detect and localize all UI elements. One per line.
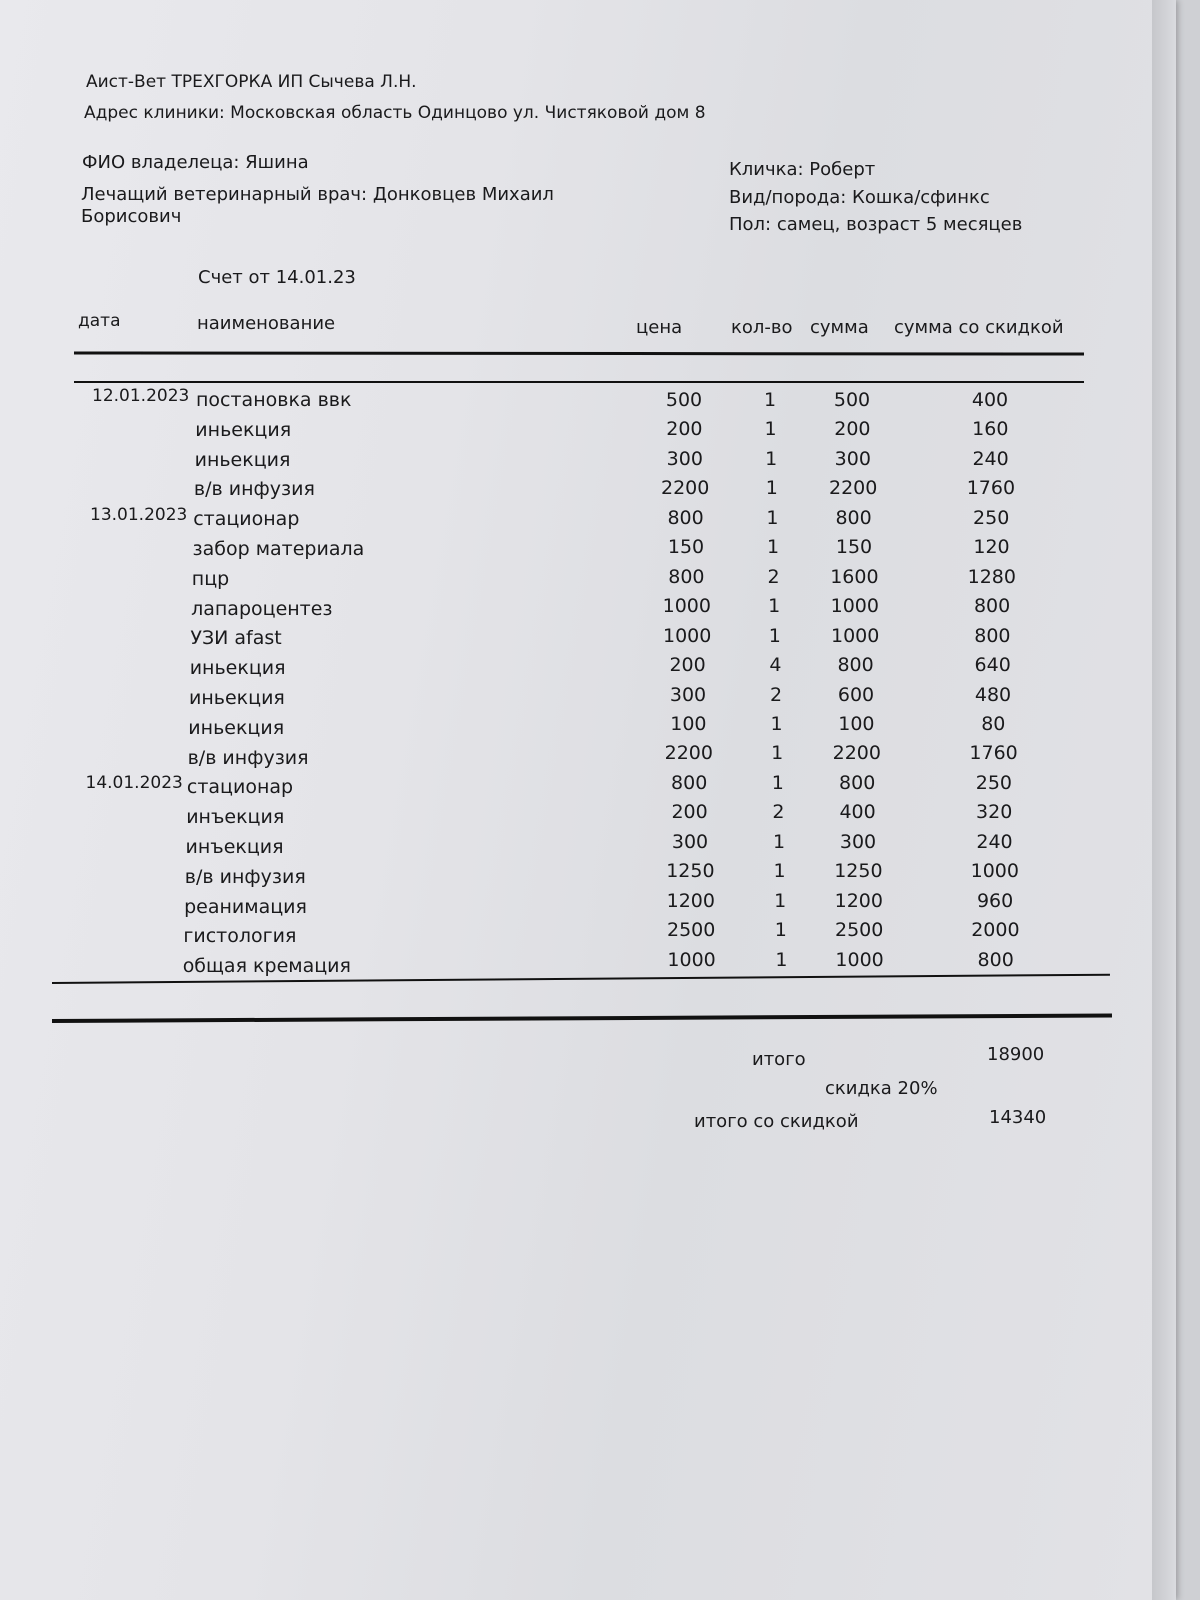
row-name: реанимация <box>184 895 307 918</box>
row-name: иньекция <box>188 716 285 739</box>
row-price: 1250 <box>666 860 715 883</box>
row-discounted: 120 <box>973 536 1010 559</box>
row-name: пцр <box>191 567 230 590</box>
row-discounted: 80 <box>981 712 1006 735</box>
row-price: 1000 <box>662 595 711 618</box>
row-name: в/в инфузия <box>193 478 315 501</box>
row-sum: 150 <box>835 536 873 559</box>
row-price: 800 <box>671 771 708 794</box>
row-discounted: 2000 <box>971 919 1020 942</box>
row-sum: 1000 <box>830 595 879 618</box>
row-sum: 300 <box>834 447 871 470</box>
row-name: общая кремация <box>182 955 351 978</box>
row-sum: 800 <box>839 771 876 794</box>
row-sum: 2500 <box>835 919 884 942</box>
row-price: 2500 <box>667 919 716 942</box>
col-discounted: сумма со скидкой <box>894 317 1064 338</box>
row-discounted: 250 <box>973 506 1010 529</box>
row-qty: 1 <box>770 712 783 735</box>
row-discounted: 400 <box>971 389 1009 411</box>
row-discounted: 320 <box>976 801 1013 824</box>
row-price: 300 <box>669 683 707 706</box>
row-price: 2200 <box>664 742 713 765</box>
discount-label: скидка 20% <box>825 1078 938 1099</box>
row-name: иньекция <box>189 687 285 709</box>
row-sum: 800 <box>837 654 874 677</box>
col-qty: кол-во <box>731 317 793 338</box>
row-sum: 800 <box>835 506 872 529</box>
row-qty: 1 <box>775 948 788 971</box>
col-date: дата <box>78 311 121 331</box>
row-name: постановка ввк <box>196 389 352 411</box>
row-price: 800 <box>668 565 705 588</box>
row-sum: 100 <box>838 712 875 735</box>
row-discounted: 480 <box>974 683 1012 706</box>
row-price: 1000 <box>663 624 712 647</box>
paper-edge <box>1152 0 1176 1600</box>
clinic-name: Аист-Вет ТРЕХГОРКА ИП Сычева Л.Н. <box>86 72 417 92</box>
col-sum: сумма <box>810 317 869 338</box>
row-name: инъекция <box>186 806 285 829</box>
row-discounted: 1760 <box>969 742 1018 765</box>
row-price: 2200 <box>661 477 710 500</box>
row-sum: 600 <box>837 683 875 706</box>
row-name: в/в инфузия <box>184 865 306 888</box>
row-sum: 500 <box>833 389 871 411</box>
row-qty: 1 <box>771 771 784 794</box>
row-discounted: 1000 <box>970 860 1019 883</box>
row-sum: 300 <box>839 830 877 853</box>
row-name: иньекция <box>189 657 286 680</box>
row-discounted: 1760 <box>966 477 1016 500</box>
row-date: 13.01.2023 <box>90 505 188 526</box>
row-date: 12.01.2023 <box>92 386 190 406</box>
row-qty: 2 <box>767 565 780 588</box>
row-name: иньекция <box>194 448 291 471</box>
row-qty: 1 <box>772 830 786 853</box>
row-price: 100 <box>670 712 707 735</box>
owner-name: ФИО владелеца: Яшина <box>82 152 309 173</box>
discounted-total-value: 14340 <box>989 1107 1047 1128</box>
row-sum: 1000 <box>835 948 884 971</box>
row-discounted: 800 <box>973 595 1011 618</box>
row-qty: 1 <box>765 477 778 500</box>
row-price: 1200 <box>666 889 715 912</box>
total-value: 18900 <box>987 1044 1045 1065</box>
row-price: 150 <box>667 536 705 559</box>
row-qty: 1 <box>763 389 777 411</box>
row-name: лапароцентез <box>191 597 333 620</box>
row-qty: 1 <box>774 919 787 942</box>
doctor-name-cont: Борисович <box>81 206 182 227</box>
row-sum: 2200 <box>832 742 881 765</box>
row-sum: 1250 <box>834 860 883 883</box>
row-qty: 1 <box>768 595 781 618</box>
clinic-address: Адрес клиники: Московская область Одинцово ул. Чистяковой дом 8 <box>84 103 706 123</box>
row-price: 500 <box>665 389 703 411</box>
row-discounted: 960 <box>976 889 1014 912</box>
row-name: инъекция <box>185 836 284 858</box>
total-label: итого <box>752 1049 806 1070</box>
row-price: 200 <box>669 654 706 677</box>
row-sum: 2200 <box>829 477 878 500</box>
row-name: забор материала <box>192 538 365 560</box>
col-name: наименование <box>197 313 336 334</box>
row-price: 800 <box>667 506 704 529</box>
row-discounted: 800 <box>977 948 1014 971</box>
row-date: 14.01.2023 <box>85 773 183 794</box>
header-rule-thin <box>74 381 1084 383</box>
row-discounted: 240 <box>976 830 1013 853</box>
row-qty: 1 <box>765 447 778 470</box>
row-discounted: 250 <box>975 771 1013 794</box>
pet-name: Кличка: Роберт <box>729 159 876 180</box>
row-price: 200 <box>671 801 708 824</box>
row-qty: 1 <box>771 742 784 765</box>
row-sum: 1600 <box>830 565 879 588</box>
col-price: цена <box>636 317 683 338</box>
row-qty: 1 <box>766 536 780 559</box>
pet-breed: Вид/порода: Кошка/сфинкс <box>729 187 990 208</box>
row-name: иньекция <box>195 418 292 441</box>
discounted-total-label: итого со скидкой <box>694 1111 859 1132</box>
row-price: 200 <box>666 418 703 441</box>
row-qty: 2 <box>769 683 783 706</box>
row-name: стационар <box>186 776 294 799</box>
row-qty: 1 <box>768 624 781 647</box>
row-discounted: 240 <box>972 447 1009 470</box>
row-qty: 4 <box>769 654 782 677</box>
row-qty: 1 <box>774 889 787 912</box>
row-discounted: 160 <box>972 418 1009 441</box>
row-name: УЗИ afast <box>190 627 282 650</box>
pet-sex-age: Пол: самец, возраст 5 месяцев <box>729 214 1023 235</box>
row-price: 300 <box>671 830 709 853</box>
row-qty: 2 <box>772 801 785 824</box>
row-sum: 400 <box>839 801 876 824</box>
row-name: стационар <box>193 508 300 531</box>
row-discounted: 1280 <box>967 565 1016 588</box>
row-qty: 1 <box>766 506 779 529</box>
row-sum: 1000 <box>831 624 880 647</box>
row-discounted: 640 <box>974 654 1011 677</box>
row-sum: 1200 <box>834 889 883 912</box>
invoice-title: Счет от 14.01.23 <box>198 267 356 288</box>
header-rule-thick <box>74 351 1084 355</box>
row-name: гистология <box>183 925 297 948</box>
row-name: в/в инфузия <box>187 746 309 769</box>
row-qty: 1 <box>764 418 777 441</box>
row-qty: 1 <box>773 860 786 883</box>
totals-rule-thick <box>52 1013 1112 1023</box>
row-price: 1000 <box>667 948 716 971</box>
row-sum: 200 <box>834 418 871 441</box>
row-price: 300 <box>666 447 703 470</box>
doctor-name: Лечащий ветеринарный врач: Донковцев Михаил <box>81 184 554 205</box>
row-discounted: 800 <box>974 624 1011 647</box>
